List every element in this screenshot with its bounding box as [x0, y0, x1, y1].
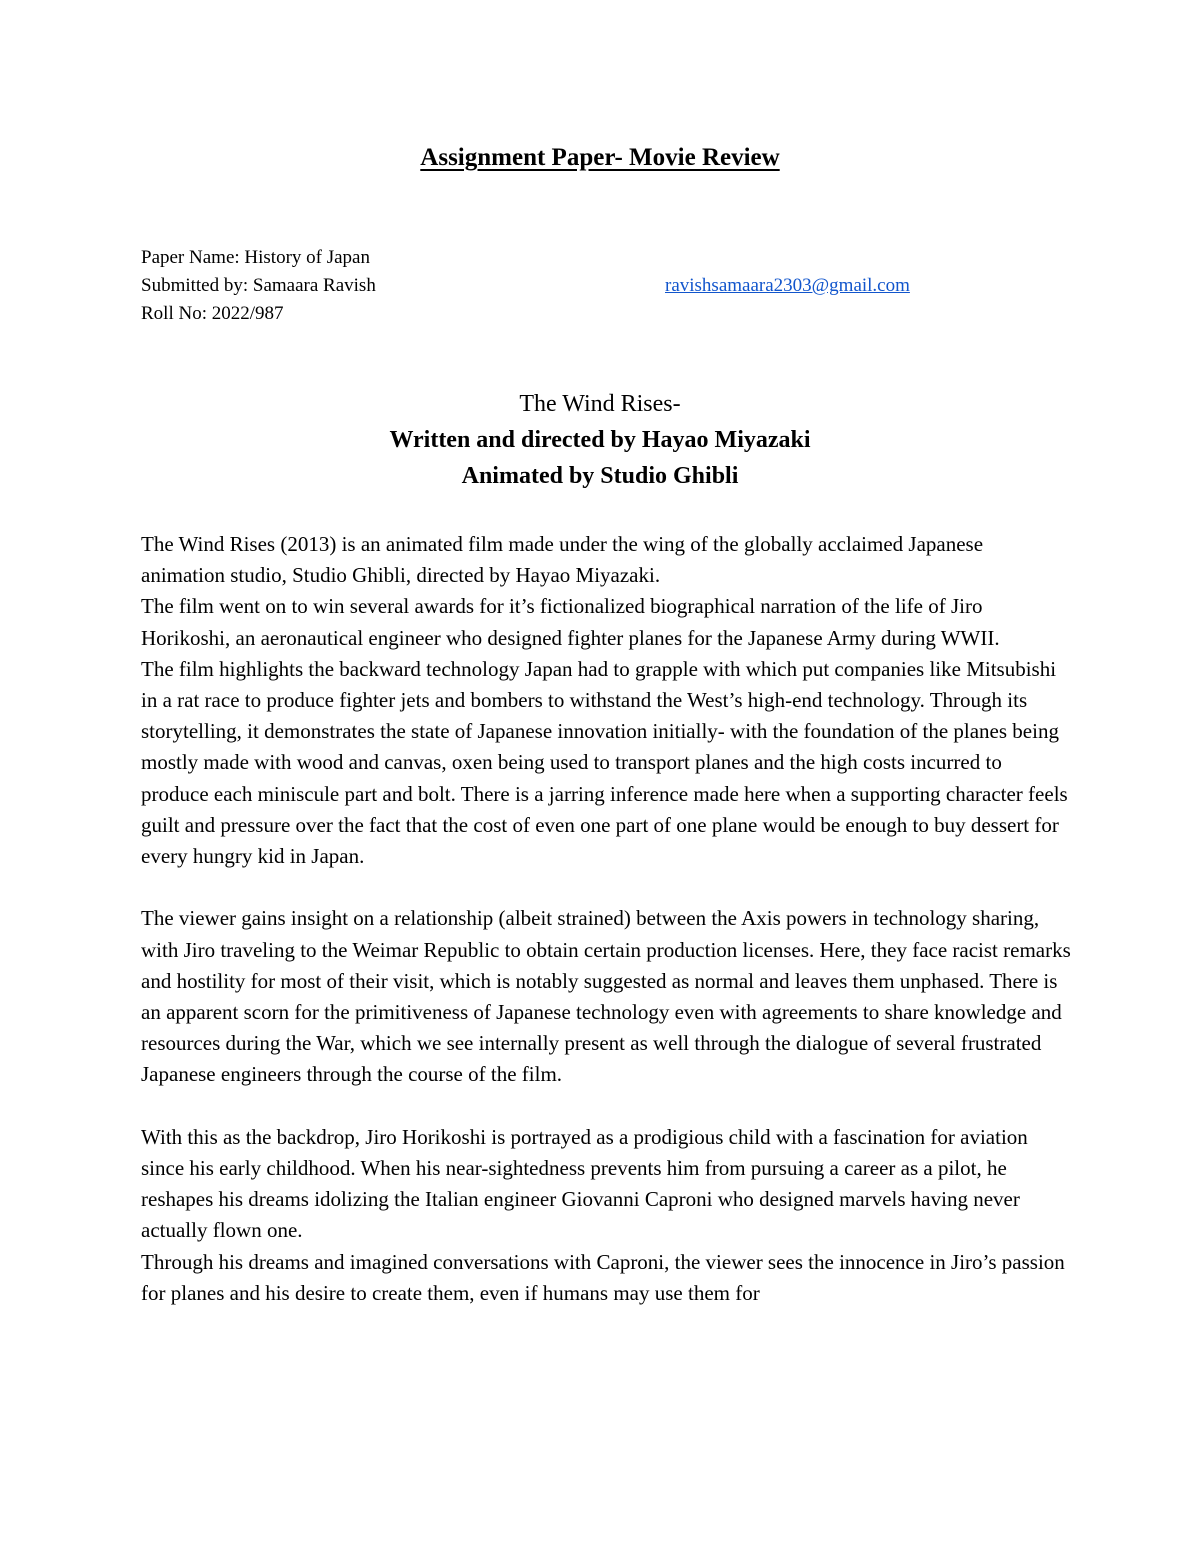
review-body — [141, 529, 1071, 1309]
document-meta — [141, 244, 1061, 328]
paragraph-awards: The film went on to win several awards for it’s fictionalized biographical narration of the life of Jiro Horikoshi, an aeronautical engineer who designed fighter planes for the Japanese Army during WWII. — [141, 594, 1000, 650]
roll-no: Roll No: 2022/987 — [141, 303, 284, 324]
paper-name-row — [141, 244, 1061, 272]
film-heading — [0, 386, 1200, 494]
submitted-by: Submitted by: Samaara Ravish — [141, 275, 376, 296]
paper-name: Paper Name: History of Japan — [141, 247, 370, 268]
paragraph-dreams: Through his dreams and imagined conversations with Caproni, the viewer sees the innocence in Jiro’s passion for planes and his desire to create them, even if humans may use them for — [141, 1249, 1065, 1305]
email-link[interactable]: ravishsamaara2303@gmail.com — [665, 275, 910, 296]
submitted-by-row — [141, 272, 1061, 300]
film-director: Written and directed by Hayao Miyazaki — [389, 427, 811, 453]
film-studio: Animated by Studio Ghibli — [461, 463, 739, 489]
paragraph-intro: The Wind Rises (2013) is an animated film made under the wing of the globally acclaimed Japanese animation studio, Studio Ghibli, directed by Hayao Miyazaki. — [141, 532, 984, 588]
roll-no-row — [141, 300, 1061, 328]
film-title: The Wind Rises- — [519, 391, 681, 417]
paragraph-backdrop: With this as the backdrop, Jiro Horikoshi is portrayed as a prodigious child with a fascination for aviation since his early childhood. When his near-sightedness prevents him from pursuing a career as a pilot, he reshapes his dreams idolizing the Italian engineer Giovanni Caproni who designed marvels having never actually flown one. — [141, 1124, 1028, 1243]
paragraph-gap — [141, 872, 1071, 903]
paragraph-technology: The film highlights the backward technology Japan had to grapple with which put companies like Mitsubishi in a rat race to produce fighter jets and bombers to withstand the West’s high-end technology. Through its storytelling, it demonstrates the state of Japanese innovation initially- with the foundation of the planes being mostly made with wood and canvas, oxen being used to transport planes and the high costs incurred to produce each miniscule part and bolt. There is a jarring inference made here when a supporting character feels guilt and pressure over the fact that the cost of even one part of one plane would be enough to buy dessert for every hungry kid in Japan. — [141, 656, 1068, 869]
paragraph-axis: The viewer gains insight on a relationship (albeit strained) between the Axis powers in technology sharing, with Jiro traveling to the Weimar Republic to obtain certain production licenses. Here, they face racist remarks and hostility for most of their visit, which is notably suggested as normal and leaves them unphased. There is an apparent scorn for the primitiveness of Japanese technology even with agreements to share knowledge and resources during the War, which we see internally present as well through the dialogue of several frustrated Japanese engineers through the course of the film. — [141, 906, 1071, 1087]
document-title: Assignment Paper- Movie Review — [420, 144, 780, 171]
paragraph-gap — [141, 1091, 1071, 1122]
